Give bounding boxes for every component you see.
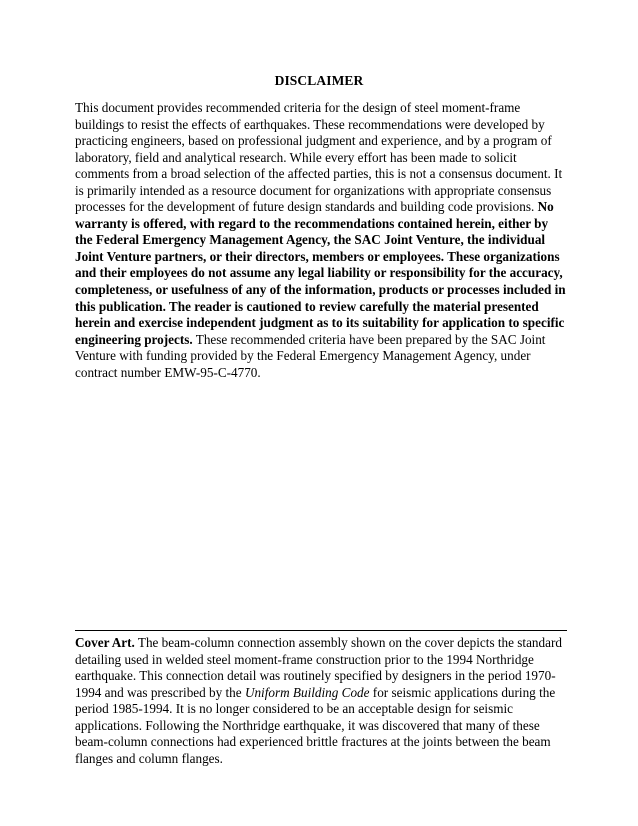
- funding-statement: These recommended criteria have been prepared by the SAC Joint Venture with funding provided by the Federal Emergency Management Agency, under contract number EMW-95-C-4770.: [75, 331, 546, 380]
- building-code-name: Uniform Building Code: [244, 684, 370, 700]
- section-divider: [75, 630, 567, 631]
- cover-art-label: Cover Art.: [75, 635, 135, 650]
- disclaimer-paragraph: [75, 100, 567, 381]
- no-warranty-statement: No warranty is offered, with regard to the recommendations contained herein, either by the Federal Emergency Management Agency, the SAC Joint Venture, the individual Joint Venture partners, or their directors, members or employees. These organizations and their employees do not assume any legal liability or responsibility for the accuracy, completeness, or usefulness of any of the information, products or processes included in this publication. The reader is cautioned to review carefully the material presented herein and exercise independent judgment as to its suitability for application to specific engineering projects.: [75, 199, 566, 347]
- cover-art-text-1: The beam-column connection assembly shown on the cover depicts the standard detailing used in welded steel moment-frame construction prior to the 1994 Northridge earthquake. This connection detail was routinely specified by designers in the period 1970-1994 and was prescribed by the: [75, 635, 562, 700]
- cover-art-paragraph: [75, 635, 567, 767]
- disclaimer-title: DISCLAIMER: [274, 73, 364, 88]
- disclaimer-intro-text: This document provides recommended criteria for the design of steel moment-frame buildings to resist the effects of earthquakes. These recommendations were developed by practicing engineers, based on professional judgment and experience, and by a program of laboratory, field and analytical research. While every effort has been made to solicit comments from a broad selection of the affected parties, this is not a consensus document. It is primarily intended as a resource document for organizations with appropriate consensus processes for the development of future design standards and building code provisions.: [75, 100, 563, 215]
- cover-art-text-2: for seismic applications during the period 1985-1994. It is no longer considered to be an acceptable design for seismic applications. Following the Northridge earthquake, it was discovered that many of these beam-column connections had experienced brittle fractures at the joints between the beam flanges and column flanges.: [75, 684, 556, 766]
